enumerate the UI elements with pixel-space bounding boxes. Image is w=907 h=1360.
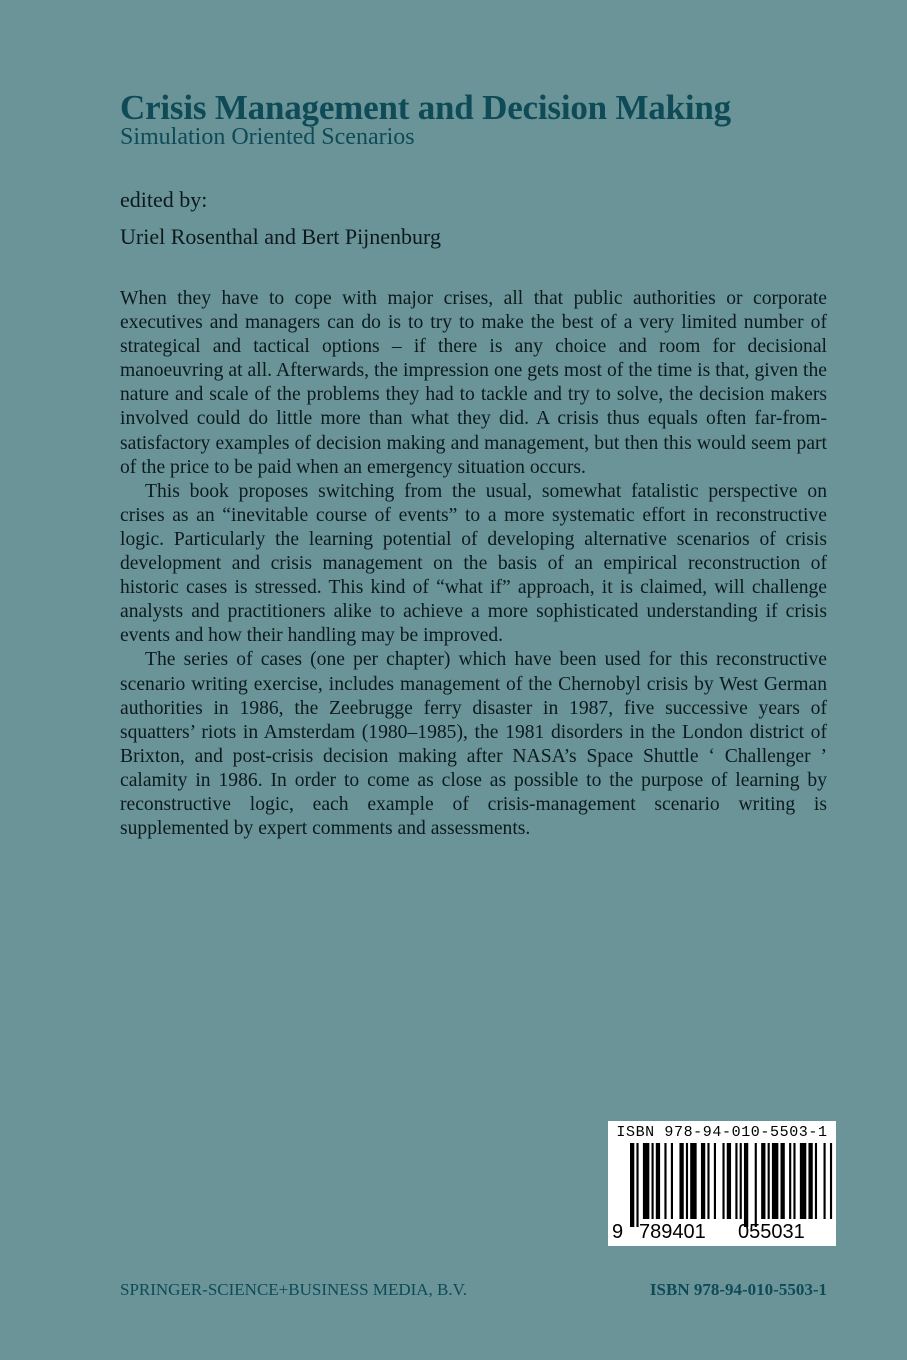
barcode-bar (664, 1143, 666, 1219)
barcode-bar (636, 1143, 638, 1227)
barcode-bar (714, 1143, 716, 1219)
barcode-bar (772, 1143, 778, 1219)
barcode-bar (761, 1143, 765, 1219)
barcode-bar (707, 1143, 709, 1219)
barcode-bar (727, 1143, 731, 1219)
barcode-bar (768, 1143, 770, 1219)
book-subtitle: Simulation Oriented Scenarios (120, 124, 415, 150)
barcode-bar (793, 1143, 795, 1219)
publisher-name: SPRINGER-SCIENCE+BUSINESS MEDIA, B.V. (120, 1280, 467, 1299)
blurb-paragraph: When they have to cope with major crises, all that public authorities or corporate executives and managers can do is to try to make the best of a very limited number of strategical and tactical options – if there is any choice and room for decisional manoeuvring at all. Afterwards, the impression one gets most of the time is that, given the nature and scale of the problems they had to tackle and try to solve, the decision makers involved could do little more than what they did. A crisis thus equals often far-from-satisfactory examples of decision making and management, but then this would seem part of the price to be paid when an emergency situation occurs. (120, 288, 827, 478)
barcode-bar (789, 1143, 791, 1219)
barcode-bar (652, 1143, 654, 1219)
editors-names: Uriel Rosenthal and Bert Pijnenburg (120, 224, 441, 249)
edited-by-label: edited by: (120, 187, 208, 212)
blurb-paragraph: The series of cases (one per chapter) which have been used for this reconstructive scenario writing exercise, includes management of the Chernobyl crisis by West German authorities in 1986, the Zeebrugge ferry disaster in 1987, five successive years of squatters’ riots in Amsterdam (1980–1985), the 1981 disorders in the London district of Brixton, and post-crisis decision making after NASA’s Space Shuttle ‘ Challenger ’ calamity in 1986. In order to come as close as possible to the purpose of learning by reconstructive logic, each example of crisis-management scenario writing is supplemented by expert comments and assessments. (120, 649, 827, 840)
barcode-bar (800, 1143, 806, 1219)
barcode-digits-left: 789401 (639, 1221, 706, 1243)
barcode-digits-right: 055031 (738, 1221, 805, 1243)
barcode-bar (815, 1143, 817, 1219)
barcode-bar (808, 1143, 812, 1219)
blurb-text (120, 287, 827, 841)
barcode-bar (744, 1143, 748, 1227)
barcode-bar (740, 1143, 742, 1219)
barcode-bar (679, 1143, 683, 1219)
book-title: Crisis Management and Decision Making (120, 88, 731, 127)
barcode-bar (755, 1143, 757, 1227)
isbn-footer: ISBN 978-94-010-5503-1 (649, 1280, 827, 1299)
blurb-paragraph: This book proposes switching from the usual, somewhat fatalistic perspective on crises as an “inevitable course of events” to a more systematic effort in reconstructive logic. Particularly the learning potential of developing alternative scenarios of crisis development and crisis management on the basis of an empirical reconstruction of historic cases is stressed. This kind of “what if” approach, it is claimed, will challenge analysts and practitioners alike to achieve a more sophisticated understanding if crisis events and how their handling may be improved. (120, 480, 827, 647)
barcode-bar (690, 1143, 696, 1219)
barcode-bar (830, 1143, 832, 1219)
barcode-bar (686, 1143, 688, 1219)
barcode-bar (735, 1143, 737, 1219)
barcode-bar (722, 1143, 724, 1219)
isbn-barcode (608, 1121, 836, 1246)
barcode-bar (630, 1143, 634, 1227)
barcode-isbn-label: ISBN 978-94-010-5503-1 (616, 1124, 828, 1141)
barcode-bar (701, 1143, 705, 1219)
barcode-digit-first: 9 (612, 1221, 624, 1243)
barcode-bar (656, 1143, 660, 1219)
barcode-bar (824, 1143, 826, 1219)
barcode-bar (671, 1143, 673, 1219)
barcode-bar (643, 1143, 649, 1219)
barcode-bar (781, 1143, 785, 1219)
